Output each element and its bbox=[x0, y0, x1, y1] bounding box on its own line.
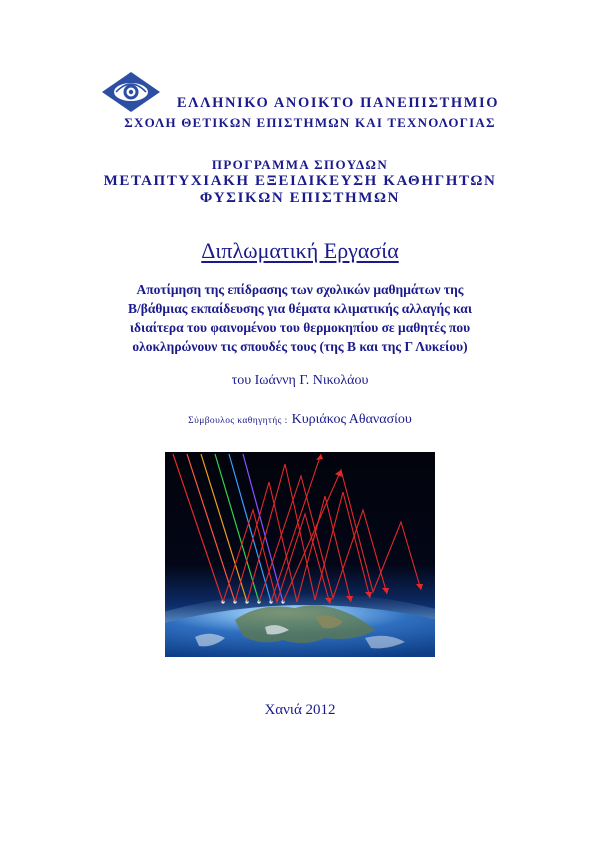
advisor-label: Σύμβουλος καθηγητής : bbox=[188, 416, 288, 426]
place-year: Χανιά 2012 bbox=[264, 702, 336, 718]
thesis-title-line: Αποτίμηση της επίδρασης των σχολικών μαθημάτων της bbox=[136, 282, 464, 297]
thesis-type-heading: Διπλωματική Εργασία bbox=[201, 238, 399, 263]
school-name: ΣΧΟΛΗ ΘΕΤΙΚΩΝ ΕΠΙΣΤΗΜΩΝ ΚΑΙ ΤΕΧΝΟΛΟΓΙΑΣ bbox=[124, 115, 496, 130]
university-name: ΕΛΛΗΝΙΚΟ ΑΝΟΙΚΤΟ ΠΑΝΕΠΙΣΤΗΜΙΟ bbox=[176, 95, 500, 111]
thesis-title-line: ολοκληρώνουν τις σπουδές τους (της Β και της Γ Λυκείου) bbox=[132, 339, 468, 354]
thesis-title bbox=[80, 280, 520, 356]
greenhouse-effect-earth-illustration bbox=[165, 452, 435, 657]
advisor-line bbox=[0, 410, 600, 428]
program-title-line-2: ΦΥΣΙΚΩΝ ΕΠΙΣΤΗΜΩΝ bbox=[199, 190, 401, 206]
program-title-line-1: ΜΕΤΑΠΤΥΧΙΑΚΗ ΕΞΕΙΔΙΚΕΥΣΗ ΚΑΘΗΓΗΤΩΝ bbox=[103, 173, 497, 189]
author-line: του Ιωάννη Γ. Νικολάου bbox=[231, 373, 369, 388]
thesis-title-line: Β/βάθμιας εκπαίδευσης για θέματα κλιματικής αλλαγής και bbox=[127, 301, 473, 316]
advisor-name: Κυριάκος Αθανασίου bbox=[291, 412, 412, 427]
program-label: ΠΡΟΓΡΑΜΜΑ ΣΠΟΥΔΩΝ bbox=[211, 157, 389, 172]
thesis-title-line: ιδιαίτερα του φαινομένου του θερμοκηπίου σε μαθητές που bbox=[129, 320, 471, 335]
university-eye-logo-icon bbox=[100, 70, 162, 114]
